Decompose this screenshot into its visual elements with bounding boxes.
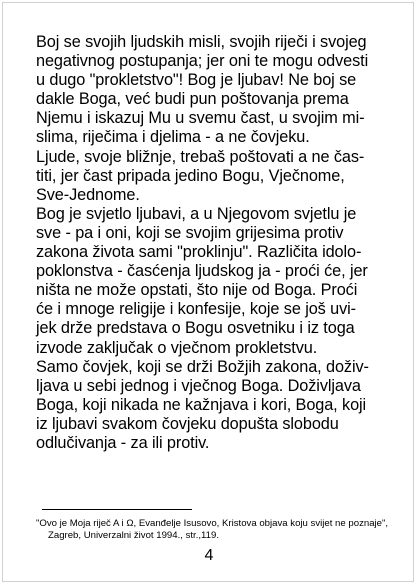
text-line: u dugo "prokletstvo"! Bog je ljubav! Ne boj se: [36, 71, 357, 90]
page-number: 4: [204, 547, 214, 564]
text-line: negativnog postupanja; jer oni te mogu odvesti: [36, 52, 369, 71]
footnote: [36, 518, 406, 542]
paragraph-4: [36, 358, 386, 453]
text-line: Njemu i iskazuj Mu u svemu čast, u svojim mi-: [36, 109, 365, 128]
text-line: jek drže predstava o Bogu osvetniku i iz toga: [36, 319, 355, 338]
text-line: titi, jer čast pripada jedino Bogu, Vječnome,: [36, 166, 345, 185]
text-line: slima, riječima i djelima - a ne čovjeku.: [36, 128, 310, 147]
text-line: iz ljubavi svakom čovjeku dopušta slobodu: [36, 414, 339, 433]
footnote-divider: [42, 509, 192, 510]
text-line: dakle Boga, već budi pun poštovanja prema: [36, 90, 349, 109]
text-line: odlučivanja - za ili protiv.: [36, 433, 210, 452]
text-line: Ljude, svoje bližnje, trebaš poštovati a ne čas-: [36, 147, 365, 166]
text-line: će i mnoge religije i konfesije, koje se još uvi-: [36, 300, 356, 319]
paragraph-1: [36, 33, 386, 148]
text-line: Bog je svjetlo ljubavi, a u Njegovom svjetlu je: [36, 204, 357, 223]
paragraph-2: [36, 148, 386, 205]
text-line: izvode zaključak o vječnom prokletstvu.: [36, 338, 318, 357]
text-line: zakona života sami "proklinju". Različita idolo-: [36, 243, 362, 262]
text-line: ljava u sebi jednog i vječnog Boga. Doživljava: [36, 376, 361, 395]
text-line: sve - pa i oni, koji se svojim grijesima protiv: [36, 223, 344, 242]
text-line: Samo čovjek, koji se drži Božjih zakona, doživ-: [36, 357, 369, 376]
text-line: poklonstva - časćenja ljudskog ja - proći će, jer: [36, 262, 368, 281]
footnote-line: "Ovo je Moja riječ A i Ω, Evanđelje Isusovo, Kristova objava koju svijet ne poznaje",: [36, 518, 389, 529]
text-line: Boga, koji nikada ne kažnjava i kori, Boga, koji: [36, 395, 367, 414]
footnote-line: Zagreb, Univerzalni život 1994., str.,119.: [48, 530, 219, 541]
text-line: Boj se svojih ljudskih misli, svojih riječi i svojeg: [36, 33, 367, 51]
text-line: ništa ne može opstati, što nije od Boga. Proći: [36, 281, 358, 300]
body-text: [36, 33, 386, 453]
text-line: Sve-Jednome.: [36, 185, 140, 204]
paragraph-3: [36, 205, 386, 358]
